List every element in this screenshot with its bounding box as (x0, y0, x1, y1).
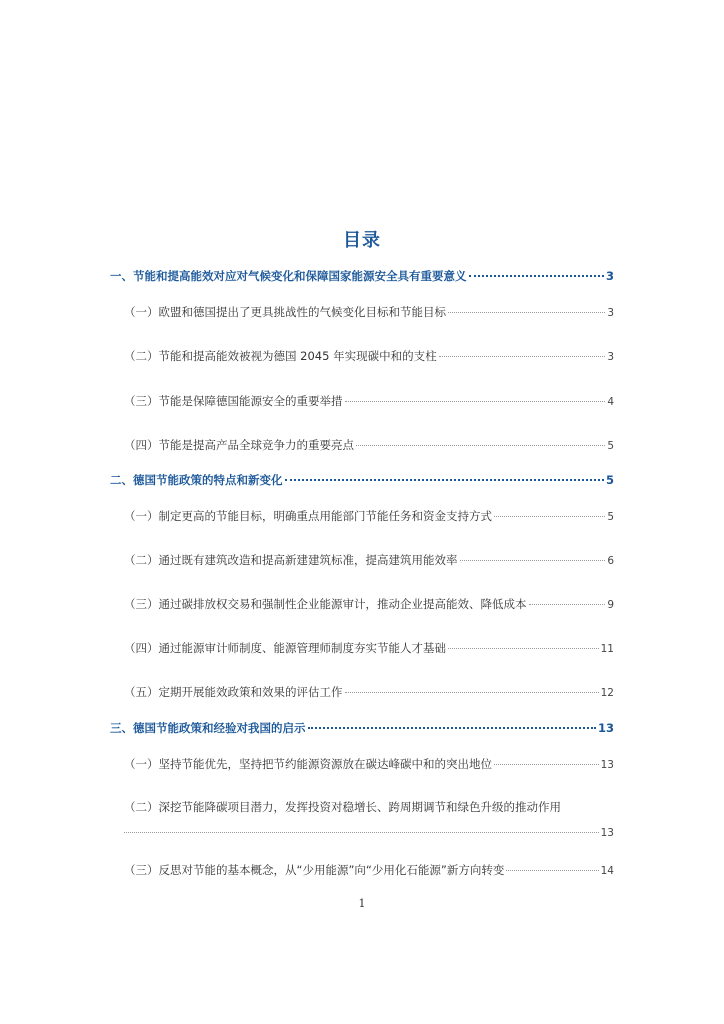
toc-page-number: 5 (607, 511, 614, 523)
toc-section-1[interactable] (110, 268, 614, 284)
dot-leader (308, 726, 596, 729)
toc-item-label: （三）节能是保障德国能源安全的重要举措 (124, 394, 343, 408)
toc-page-number: 12 (600, 687, 614, 699)
toc-page-number: 13 (600, 827, 614, 839)
toc-page-number: 5 (605, 473, 614, 487)
toc-item-label: （一）坚持节能优先，坚持把节约能源资源放在碳达峰碳中和的突出地位 (124, 757, 492, 771)
dot-leader (345, 691, 599, 693)
toc-item-label: （二）通过既有建筑改造和提高新建建筑标准，提高建筑用能效率 (124, 553, 458, 567)
toc-page-number: 3 (605, 269, 614, 283)
dot-leader (448, 647, 599, 649)
toc-page-number: 5 (607, 440, 614, 452)
toc-section-label: 三、德国节能政策和经验对我国的启示 (110, 721, 306, 735)
toc-page-number: 11 (600, 643, 614, 655)
toc-item-label: （一）欧盟和德国提出了更具挑战性的气候变化目标和节能目标 (124, 305, 446, 319)
toc-item[interactable] (124, 348, 614, 364)
toc-item-label: （五）定期开展能效政策和效果的评估工作 (124, 685, 343, 699)
toc-section-2[interactable] (110, 472, 614, 488)
toc-item[interactable] (124, 756, 614, 772)
toc-page-number: 9 (607, 599, 614, 611)
toc-item-wrapped-label[interactable]: （二）深挖节能降碳项目潜力，发挥投资对稳增长、跨周期调节和绿色升级的推动作用 (124, 800, 561, 814)
toc-item-label: （四）节能是提高产品全球竞争力的重要亮点 (124, 438, 354, 452)
toc-section-3[interactable] (110, 720, 614, 736)
dot-leader (285, 478, 604, 481)
dot-leader (494, 515, 605, 517)
toc-item[interactable] (124, 596, 614, 612)
dot-leader (460, 559, 606, 561)
toc-page-number: 3 (607, 307, 614, 319)
toc-page-number: 13 (600, 759, 614, 771)
toc-page-number: 3 (607, 351, 614, 363)
dot-leader (345, 400, 606, 402)
toc-item[interactable] (124, 437, 614, 453)
dot-leader (529, 603, 606, 605)
dot-leader (439, 355, 606, 357)
toc-item[interactable] (124, 862, 614, 878)
toc-section-label: 一、节能和提高能效对应对气候变化和保障国家能源安全具有重要意义 (110, 269, 467, 283)
toc-title: 目录 (343, 230, 381, 251)
dot-leader (448, 311, 605, 313)
toc-page-number: 13 (597, 721, 614, 735)
toc-page-number: 6 (607, 555, 614, 567)
toc-item-label: （一）制定更高的节能目标，明确重点用能部门节能任务和资金支持方式 (124, 509, 492, 523)
dot-leader (469, 274, 604, 277)
toc-item[interactable] (124, 552, 614, 568)
toc-item[interactable] (124, 508, 614, 524)
toc-item[interactable] (124, 640, 614, 656)
toc-item[interactable] (124, 304, 614, 320)
toc-item[interactable] (124, 684, 614, 700)
toc-page-number: 14 (600, 865, 614, 877)
toc-item-label: （四）通过能源审计师制度、能源管理师制度夯实节能人才基础 (124, 641, 446, 655)
toc-item[interactable] (124, 393, 614, 409)
toc-item-label: （三）反思对节能的基本概念，从“少用能源”向“少用化石能源”新方向转变 (124, 863, 505, 877)
toc-item-wrapped-leader-row[interactable] (124, 827, 614, 839)
dot-leader (494, 763, 599, 765)
toc-section-label: 二、德国节能政策的特点和新变化 (110, 473, 283, 487)
dot-leader (356, 444, 605, 446)
toc-page-number: 4 (607, 396, 614, 408)
page-number-footer: 1 (358, 897, 366, 910)
toc-item-label: （三）通过碳排放权交易和强制性企业能源审计，推动企业提高能效、降低成本 (124, 597, 527, 611)
dot-leader (506, 869, 598, 871)
toc-item-label: （二）节能和提高能效被视为德国 2045 年实现碳中和的支柱 (124, 349, 437, 363)
dot-leader (124, 831, 599, 833)
